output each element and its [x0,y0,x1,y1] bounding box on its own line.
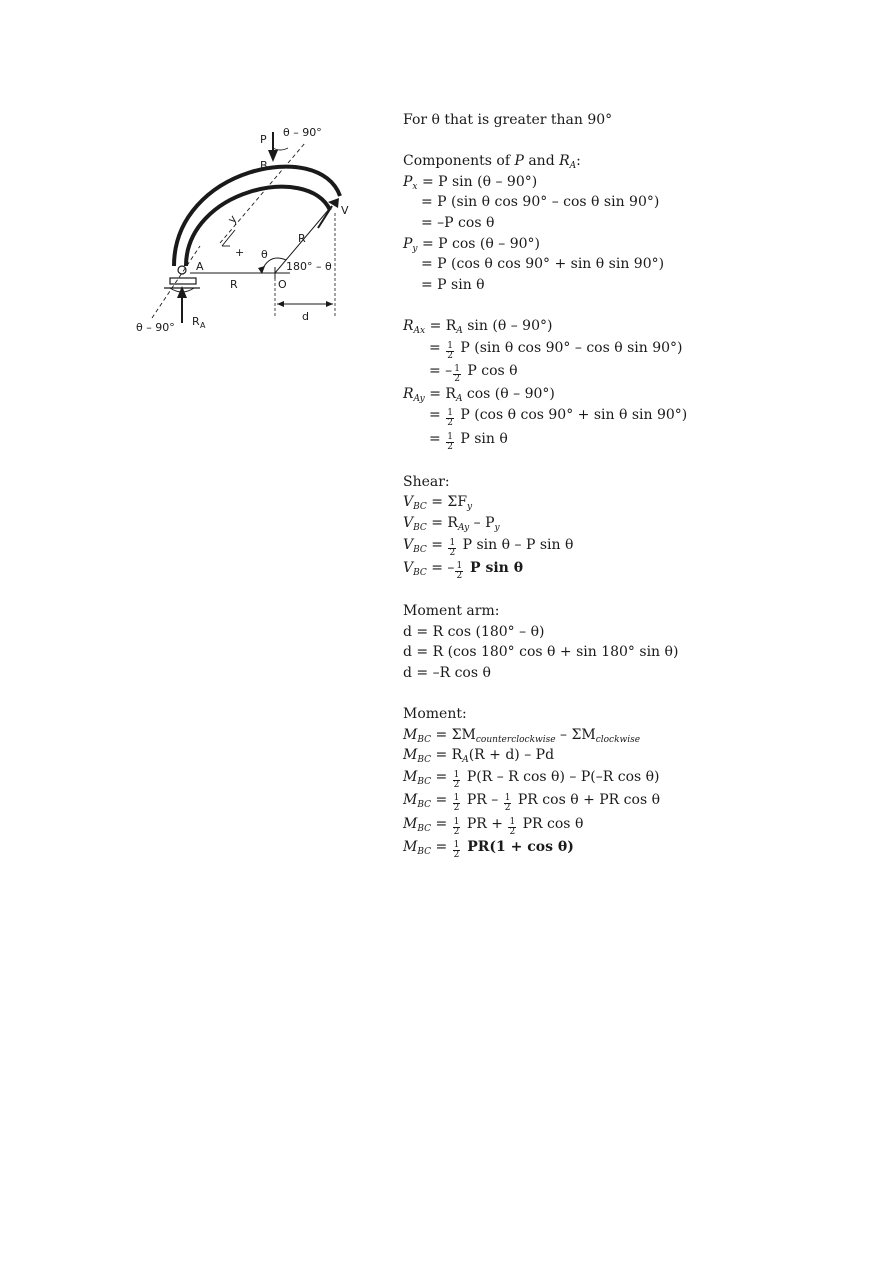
moment-eq-3: $M_{BC}$ = $\frac{1}{2}$ P(R – R cos θ) – P(–R cos θ) [403,768,660,790]
px-eq-2: = P (sin θ cos 90° – cos θ sin 90°) [421,194,660,211]
shear-eq-2: $V_{BC} = R_{Ay} - P_y$ [403,514,500,533]
shear-eq-4: $V_{BC}$ = – $\frac{1}{2}$ P sin θ [403,560,524,581]
heading-theta: For θ that is greater than 90° [403,112,613,128]
rax-eq-3: = – $\frac{1}{2}$ P cos θ [429,363,518,385]
label-d: d [302,310,309,323]
label-ra-sub: A [200,321,206,330]
label-o: O [278,278,287,291]
py-eq-3: = P sin θ [421,276,485,293]
ray-eq-1: $R_{Ay} = R_A$ cos (θ – 90°) [403,385,555,404]
label-r-base: R [230,278,238,291]
half-fraction: $\frac{1}{2}$ [447,431,453,452]
moment-eq-6: $M_{BC}$ = $\frac{1}{2}$ PR(1 + cos θ) [403,839,574,861]
rax-eq-1: $R_{Ax} = R_A$ sin (θ – 90°) [403,317,553,336]
arm-eq-1: d = R cos (180° – θ) [403,623,545,640]
load-p-arrowhead [268,150,278,162]
angle-top-arc [273,148,288,150]
arm-heading: Moment arm: [403,603,500,620]
components-heading: Components of P and $R_A$: [403,153,581,172]
beam-outer-arc [174,167,340,266]
label-theta: θ [261,248,268,261]
arm-eq-3: d = –R cos θ [403,664,491,681]
half-fraction: $\frac{1}{2}$ [447,340,453,361]
moment-eq-2: $M_{BC} = R_A(R + d) - Pd$ [403,747,555,766]
label-angle-bottom: θ – 90° [136,321,175,334]
shear-v-arrow [318,206,332,228]
label-angle-top: θ – 90° [283,126,322,139]
label-radius: R [298,232,306,245]
solution-text [403,110,823,860]
dim-d-arrow-right [326,301,333,307]
half-fraction: $\frac{1}{2}$ [449,537,456,558]
shear-heading: Shear: [403,473,450,490]
py-eq-1: $P_y = P$ cos (θ – 90°) [403,235,540,254]
py-eq-2: = P (cos θ cos 90° + sin θ sin 90°) [421,256,665,273]
shear-eq-3: $V_{BC}$ = $\frac{1}{2}$ P sin θ – P sin θ [403,536,574,558]
section-dashed-line [220,143,305,243]
half-fraction: $\frac{1}{2}$ [447,408,453,429]
support-base [170,278,196,284]
pin-support [178,266,186,274]
half-fraction: $\frac{1}{2}$ [453,816,460,837]
ray-eq-3: = $\frac{1}{2}$ P sin θ [429,430,508,452]
moment-eq-4: $M_{BC}$ = $\frac{1}{2}$ PR – $\frac{1}{2}$ PR cos θ + PR cos θ [403,792,661,814]
label-y: y [225,212,240,226]
label-b: B [260,159,268,172]
half-fraction: $\frac{1}{2}$ [453,769,460,790]
half-fraction: $\frac{1}{2}$ [509,816,516,837]
half-fraction: $\frac{1}{2}$ [453,840,460,861]
beam-diagram-svg [130,118,380,343]
px-eq-1: $P_x = P$ sin (θ – 90°) [403,173,538,192]
beam-diagram [130,118,380,343]
label-a: A [196,260,204,273]
half-fraction: $\frac{1}{2}$ [454,364,460,385]
dim-d-arrow-left [277,301,284,307]
half-fraction: $\frac{1}{2}$ [504,793,511,814]
half-fraction: $\frac{1}{2}$ [453,793,460,814]
label-plus: + [235,246,245,259]
label-angle-right: 180° – θ [286,260,332,273]
half-fraction: $\frac{1}{2}$ [456,561,463,581]
label-v: V [341,204,349,217]
rax-eq-2: = $\frac{1}{2}$ P (sin θ cos 90° – cos θ sin 90°) [429,339,683,361]
y-axis-line [222,230,235,246]
moment-heading: Moment: [403,706,467,723]
ray-eq-2: = $\frac{1}{2}$ P (cos θ cos 90° + sin θ sin 90°) [429,407,688,429]
shear-eq-1: $V_{BC} = \Sigma F_y$ [403,494,473,513]
moment-eq-1: $M_{BC} = \Sigma M_{counterclockwise} - \Sigma M_{clockwise}$ [403,726,641,745]
moment-eq-5: $M_{BC}$ = $\frac{1}{2}$ PR + $\frac{1}{2}$ PR cos θ [403,815,584,837]
arm-eq-2: d = R (cos 180° cos θ + sin 180° sin θ) [403,644,679,661]
px-eq-3: = –P cos θ [421,214,495,231]
label-p: P [260,133,267,146]
label-ra: R [192,315,200,328]
